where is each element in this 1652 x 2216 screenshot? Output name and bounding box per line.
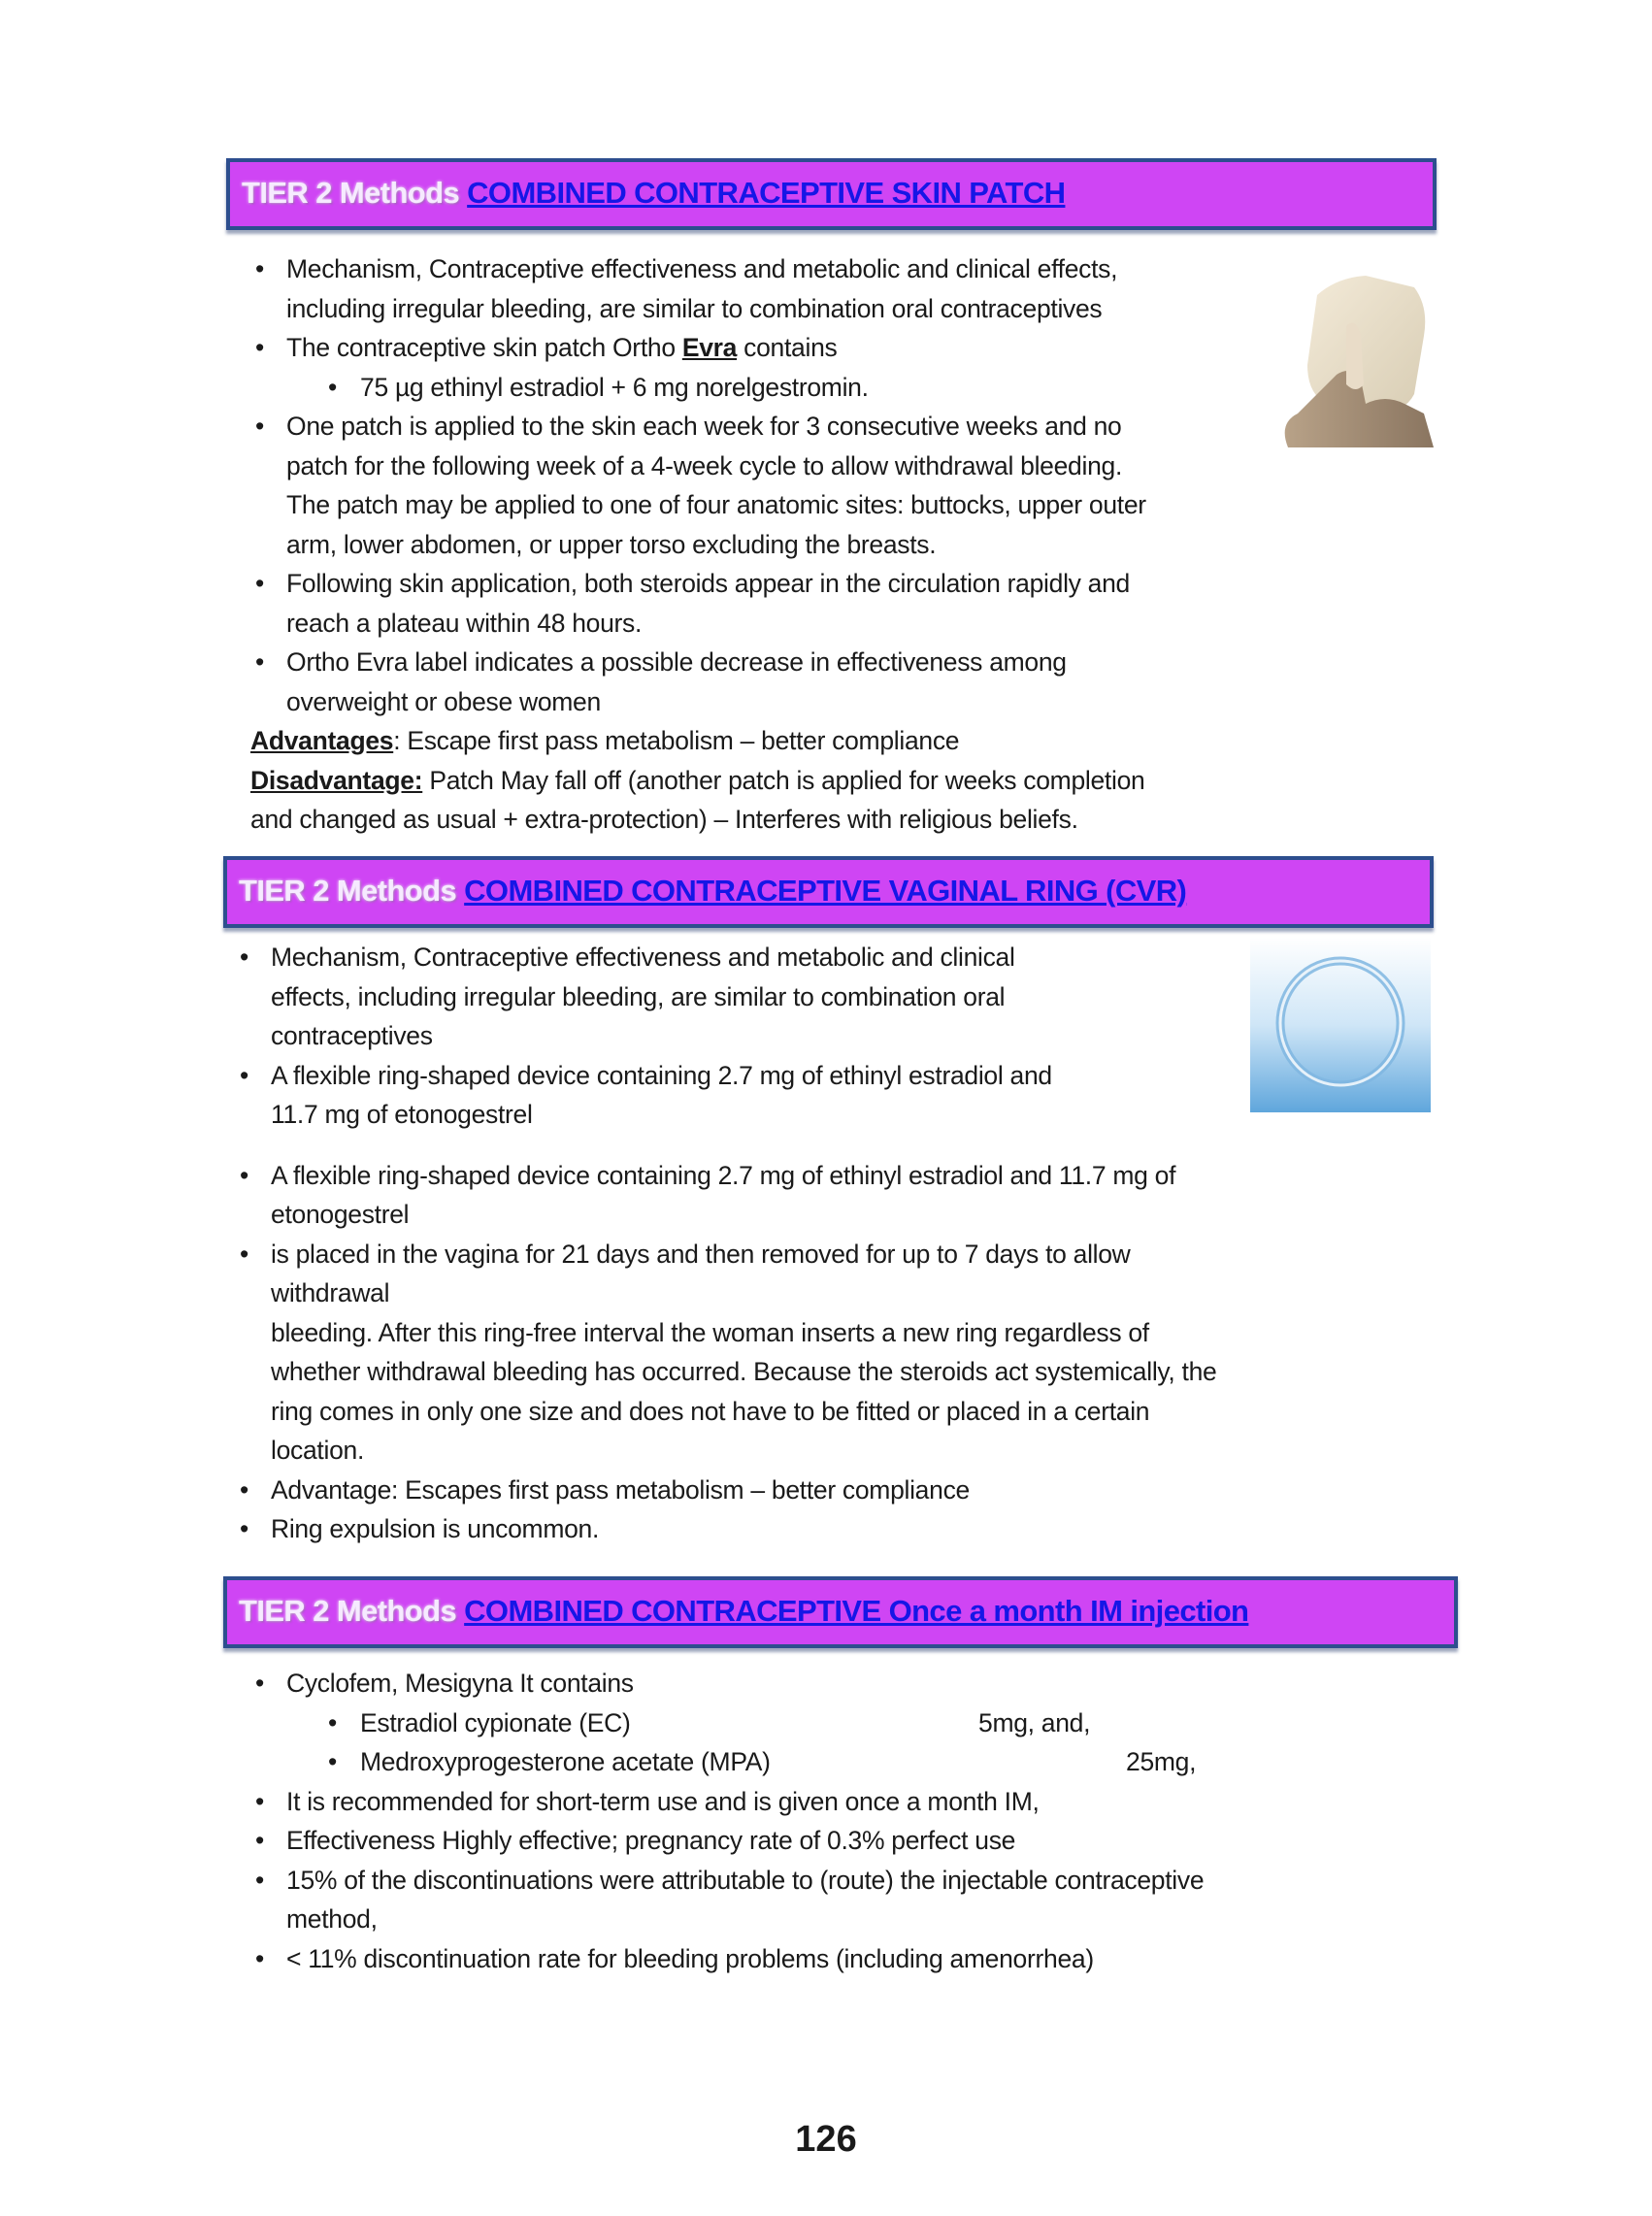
bullet-icon: •: [255, 647, 264, 677]
skin-patch-photo: [1278, 268, 1434, 447]
text-segment: Estradiol cypionate (EC): [360, 1707, 631, 1737]
line-text: [286, 1900, 378, 1939]
bullet-icon: •: [240, 1514, 248, 1543]
text-segment: Advantage: Escapes first pass metabolism – better compliance: [271, 1474, 970, 1505]
line-text: [286, 1782, 1040, 1822]
text-segment: Following skin application, both steroids appear in the circulation rapidly and: [286, 569, 1130, 598]
bullet-icon: •: [255, 1865, 264, 1895]
text-segment: A flexible ring-shaped device containing 2.7 mg of ethinyl estradiol and: [271, 1060, 1052, 1090]
line-text: [250, 800, 1078, 840]
text-segment: It is recommended for short-term use and is given once a month IM,: [286, 1786, 1040, 1816]
header-title-link[interactable]: COMBINED CONTRACEPTIVE SKIN PATCH: [467, 176, 1066, 210]
text-segment: Ortho Evra label indicates a possible decrease in effectiveness among: [286, 647, 1067, 677]
header-title-link[interactable]: COMBINED CONTRACEPTIVE VAGINAL RING (CVR): [464, 874, 1187, 908]
bullet-icon: •: [255, 569, 264, 598]
line-text: [271, 1509, 599, 1549]
line-text: [286, 1939, 1094, 1979]
text-segment: arm, lower abdomen, or upper torso excluding the breasts.: [286, 529, 937, 559]
bullet-icon: •: [240, 943, 248, 972]
text-segment: reach a plateau within 48 hours.: [286, 608, 643, 638]
header-prefix: TIER 2 Methods: [239, 874, 457, 908]
text-segment: Cyclofem, Mesigyna It contains: [286, 1669, 634, 1698]
text-segment: 11.7 mg of etonogestrel: [271, 1100, 533, 1129]
vaginal-ring-photo: [1250, 938, 1431, 1112]
text-segment: method,: [286, 1904, 378, 1934]
text-segment: Patch May fall off (another patch is applied for weeks completion: [422, 765, 1145, 795]
text-segment: contraceptives: [271, 1021, 433, 1050]
emphasis-text: Advantages: [250, 726, 394, 755]
bullet-icon: •: [240, 1474, 248, 1505]
bullet-icon: •: [240, 1060, 248, 1090]
bullet-icon: •: [255, 412, 264, 441]
text-segment: is placed in the vagina for 21 days and then removed for up to 7 days to allow: [271, 1239, 1131, 1269]
line-text: [286, 249, 1117, 289]
line-text: [286, 1664, 634, 1703]
line-text: [250, 761, 1144, 801]
line-text: [271, 1056, 1052, 1096]
text-segment: 15% of the discontinuations were attributable to (route) the injectable contraceptive: [286, 1865, 1205, 1895]
text-segment: withdrawal: [271, 1278, 390, 1307]
bullet-icon: •: [255, 333, 264, 362]
text-segment: etonogestrel: [271, 1200, 410, 1229]
line-text: [286, 1821, 1015, 1861]
line-text: [271, 1313, 1149, 1353]
text-segment: A flexible ring-shaped device containing 2.7 mg of ethinyl estradiol and 11.7 mg of: [271, 1160, 1176, 1190]
line-text: [271, 1156, 1175, 1196]
line-text: [271, 1392, 1149, 1432]
line-text: [271, 1352, 1216, 1392]
emphasis-text: Disadvantage:: [250, 765, 423, 795]
line-text: [286, 289, 1102, 329]
line-text: [250, 721, 959, 761]
line-text: [271, 977, 1005, 1017]
line-text: [286, 604, 642, 644]
line-text: [271, 938, 1015, 977]
line-text: [360, 1703, 631, 1743]
text-segment: One patch is applied to the skin each week for 3 consecutive weeks and no: [286, 412, 1122, 441]
line-text: [286, 564, 1130, 604]
text-segment: Mechanism, Contraceptive effectiveness and metabolic and clinical effects,: [286, 254, 1118, 283]
bullet-icon: •: [255, 1786, 264, 1816]
section-header-skin-patch: [226, 158, 1437, 230]
text-segment: overweight or obese women: [286, 686, 601, 716]
emphasis-text: Evra: [681, 333, 738, 362]
text-segment: contains: [737, 333, 838, 362]
text-segment: : Escape first pass metabolism – better compliance: [393, 726, 960, 755]
text-segment: The patch may be applied to one of four anatomic sites: buttocks, upper outer: [286, 490, 1146, 519]
text-segment: < 11% discontinuation rate for bleeding problems (including amenorrhea): [286, 1943, 1094, 1973]
text-segment: effects, including irregular bleeding, are similar to combination oral: [271, 981, 1006, 1011]
text-segment: ring comes in only one size and does not have to be fitted or placed in a certain: [271, 1396, 1150, 1426]
text-segment: bleeding. After this ring-free interval the woman inserts a new ring regardless of: [271, 1317, 1149, 1347]
line-text: [271, 1431, 364, 1471]
section-header-vaginal-ring: [223, 856, 1434, 928]
line-text: [286, 485, 1146, 525]
line-text: [271, 1471, 970, 1510]
dose-value: 25mg,: [1126, 1747, 1197, 1776]
page-number: 126: [795, 2119, 857, 2160]
text-segment: including irregular bleeding, are similar to combination oral contraceptives: [286, 293, 1103, 323]
text-segment: 75 µg ethinyl estradiol + 6 mg norelgestromin.: [360, 372, 869, 402]
line-text: [286, 328, 837, 368]
bullet-icon: •: [328, 1707, 337, 1737]
dose-value: 5mg, and,: [978, 1707, 1091, 1737]
line-text: [271, 1016, 433, 1056]
text-segment: patch for the following week of a 4-week cycle to allow withdrawal bleeding.: [286, 450, 1123, 480]
bullet-icon: •: [240, 1160, 248, 1190]
header-prefix: TIER 2 Methods: [242, 176, 460, 210]
text-segment: whether withdrawal bleeding has occurred. Because the steroids act systemically, the: [271, 1357, 1217, 1386]
line-text: [271, 1235, 1131, 1274]
section-header-im-injection: [223, 1576, 1458, 1648]
header-prefix: TIER 2 Methods: [239, 1594, 457, 1628]
line-text: [286, 407, 1122, 447]
text-segment: location.: [271, 1436, 365, 1465]
line-text: [271, 1195, 409, 1235]
bullet-icon: •: [255, 1826, 264, 1855]
header-title-link[interactable]: COMBINED CONTRACEPTIVE Once a month IM injection: [464, 1594, 1249, 1628]
line-text: [360, 368, 869, 408]
bullet-icon: •: [240, 1239, 248, 1269]
text-segment: The contraceptive skin patch Ortho: [286, 333, 682, 362]
text-segment: and changed as usual + extra-protection) – Interferes with religious beliefs.: [250, 805, 1078, 834]
text-segment: Effectiveness Highly effective; pregnancy rate of 0.3% perfect use: [286, 1826, 1016, 1855]
line-text: [271, 1095, 533, 1135]
line-text: [271, 1273, 389, 1313]
line-text: [286, 1861, 1204, 1901]
text-segment: Mechanism, Contraceptive effectiveness and metabolic and clinical: [271, 943, 1015, 972]
text-segment: Ring expulsion is uncommon.: [271, 1514, 600, 1543]
line-text: [286, 682, 601, 722]
line-text: [286, 643, 1067, 682]
bullet-icon: •: [328, 1747, 337, 1776]
bullet-icon: •: [255, 254, 264, 283]
line-text: [286, 447, 1122, 486]
text-segment: Medroxyprogesterone acetate (MPA): [360, 1747, 771, 1776]
line-text: [286, 525, 936, 565]
bullet-icon: •: [328, 372, 337, 402]
bullet-icon: •: [255, 1669, 264, 1698]
bullet-icon: •: [255, 1943, 264, 1973]
line-text: [360, 1742, 771, 1782]
